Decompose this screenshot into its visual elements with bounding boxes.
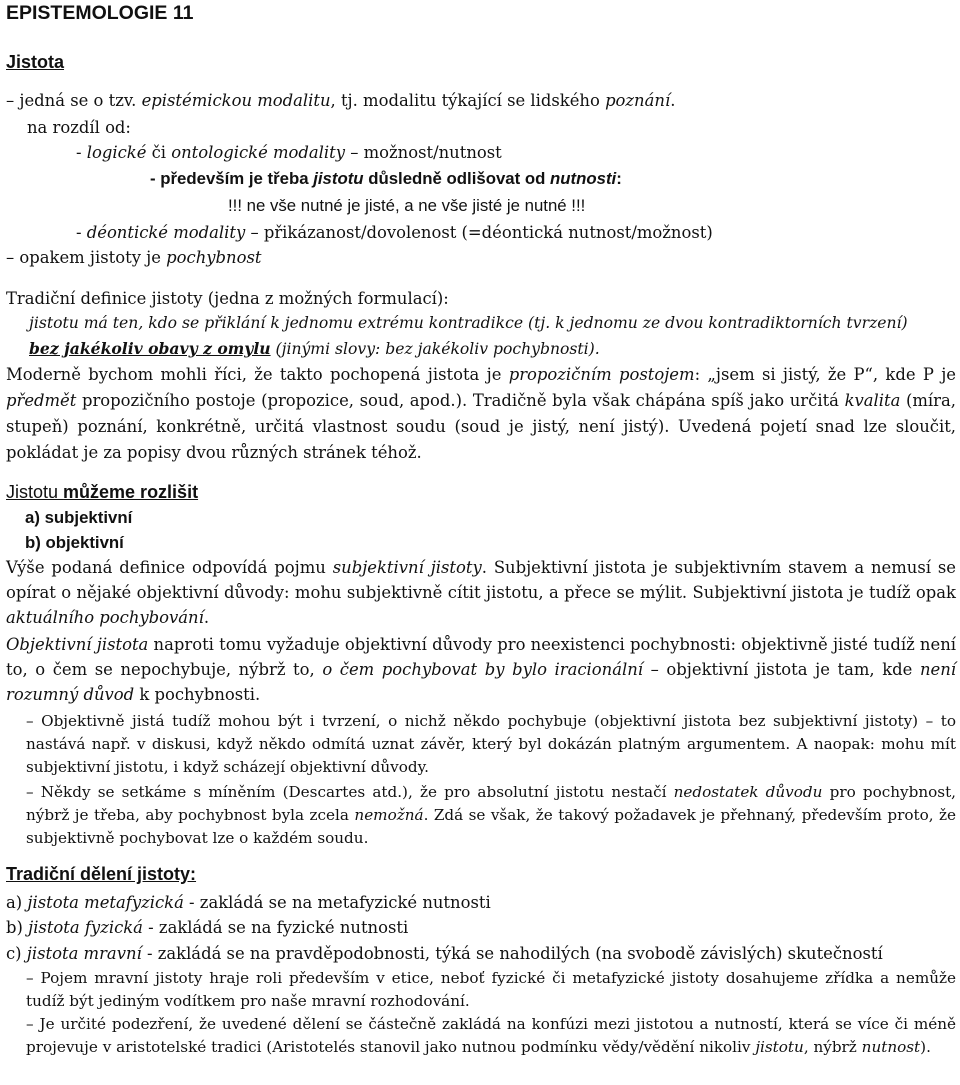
note: – Objektivně jistá tudíž mohou být i tvrzení, o nichž někdo pochybuje (objektivní jistota bez subjektivní jistoty) – to nastává např. v diskusi, když někdo odmítá uznat závěr, který byl dokázán platným argumentem. A naopak: mohu mít subjektivní jistotu, i když scházejí objektivní důvody.: [26, 712, 956, 776]
para-line: – jedná se o tzv. epistémickou modalitu, tj. modalitu týkající se lidského poznání.: [6, 91, 676, 110]
note: – Někdy se setkáme s míněním (Descartes atd.), že pro absolutní jistotu nestačí nedostatek důvodu pro pochybnost, nýbrž je třeba, aby pochybnost byla zcela nemožná. Zdá se však, že takový požadavek je přehnaný, především proto, že subjektivně pochybovat lze o každém soudu.: [26, 783, 956, 847]
para-line: !!! ne vše nutné je jisté, a ne vše jisté je nutné !!!: [228, 196, 586, 215]
para-line: na rozdíl od:: [27, 118, 131, 137]
paragraph: Moderně bychom mohli říci, že takto pochopená jistota je propozičním postojem: „jsem si jistý, že P“, kde P je předmět propozičního postoje (propozice, soud, apod.). Tradičně byla však chápána spíš jako určitá kvalita (míra, stupeň) poznání, konkrétně, určitá vlastnost soudu (soud je jistý, není jistý). Uvedená pojetí snad lze sloučit, pokládat je za popisy dvou různých stránek téhož.: [6, 365, 956, 462]
para-line: - logické či ontologické modality – možnost/nutnost: [76, 143, 502, 162]
paragraph: Výše podaná definice odpovídá pojmu subjektivní jistoty. Subjektivní jistota je subjektivním stavem a nemusí se opírat o nějaké objektivní důvody: mohu subjektivně cítit jistotu, a přece se mýlit. Subjektivní jistota je tudíž opak aktuálního pochybování.: [6, 558, 956, 627]
para-line: Tradiční definice jistoty (jedna z možných formulací):: [6, 289, 449, 308]
para-line: – opakem jistoty je pochybnost: [6, 248, 262, 267]
para-line: bez jakékoliv obavy z omylu (jinými slovy: bez jakékoliv pochybnosti).: [29, 339, 600, 358]
list-item: c) jistota mravní - zakládá se na pravděpodobnosti, týká se nahodilých (na svobodě závislých) skutečností: [6, 944, 883, 963]
list-item: a) subjektivní: [25, 508, 133, 527]
section-heading-deleni: Tradiční dělení jistoty:: [6, 864, 197, 884]
para-line: - déontické modality – přikázanost/dovolenost (=déontická nutnost/možnost): [76, 223, 713, 242]
list-item: b) objektivní: [25, 533, 124, 552]
para-line: - především je třeba jistotu důsledně odlišovat od nutnosti:: [150, 169, 622, 188]
paragraph: Objektivní jistota naproti tomu vyžaduje objektivní důvody pro neexistenci pochybnosti: objektivně jisté tudíž není to, o čem se nepochybuje, nýbrž to, o čem pochybovat by bylo iracionální – objektivní jistota je tam, kde není rozumný důvod k pochybnosti.: [6, 635, 956, 704]
list-item: b) jistota fyzická - zakládá se na fyzické nutnosti: [6, 918, 409, 937]
list-item: a) jistota metafyzická - zakládá se na metafyzické nutnosti: [6, 893, 491, 912]
document-title: EPISTEMOLOGIE 11: [6, 2, 194, 24]
note: – Pojem mravní jistoty hraje roli především v etice, neboť fyzické či metafyzické jistoty dosahujeme zřídka a nemůže tudíž být jediným vodítkem pro naše mravní rozhodování.: [26, 969, 956, 1010]
section-heading-rozlisit: Jistotu můžeme rozlišit: [6, 482, 199, 502]
note: – Je určité podezření, že uvedené dělení se částečně zakládá na konfúzi mezi jistotou a nutností, která se více či méně projevuje v aristotelské tradici (Aristotelés stanovil jako nutnou podmínku vědy/vědění nikoliv jistotu, nýbrž nutnost).: [26, 1015, 956, 1056]
section-heading-jistota: Jistota: [6, 52, 65, 72]
para-line: jistotu má ten, kdo se přiklání k jednomu extrému kontradikce (tj. k jednomu ze dvou kontradiktorních tvrzení): [29, 314, 908, 332]
